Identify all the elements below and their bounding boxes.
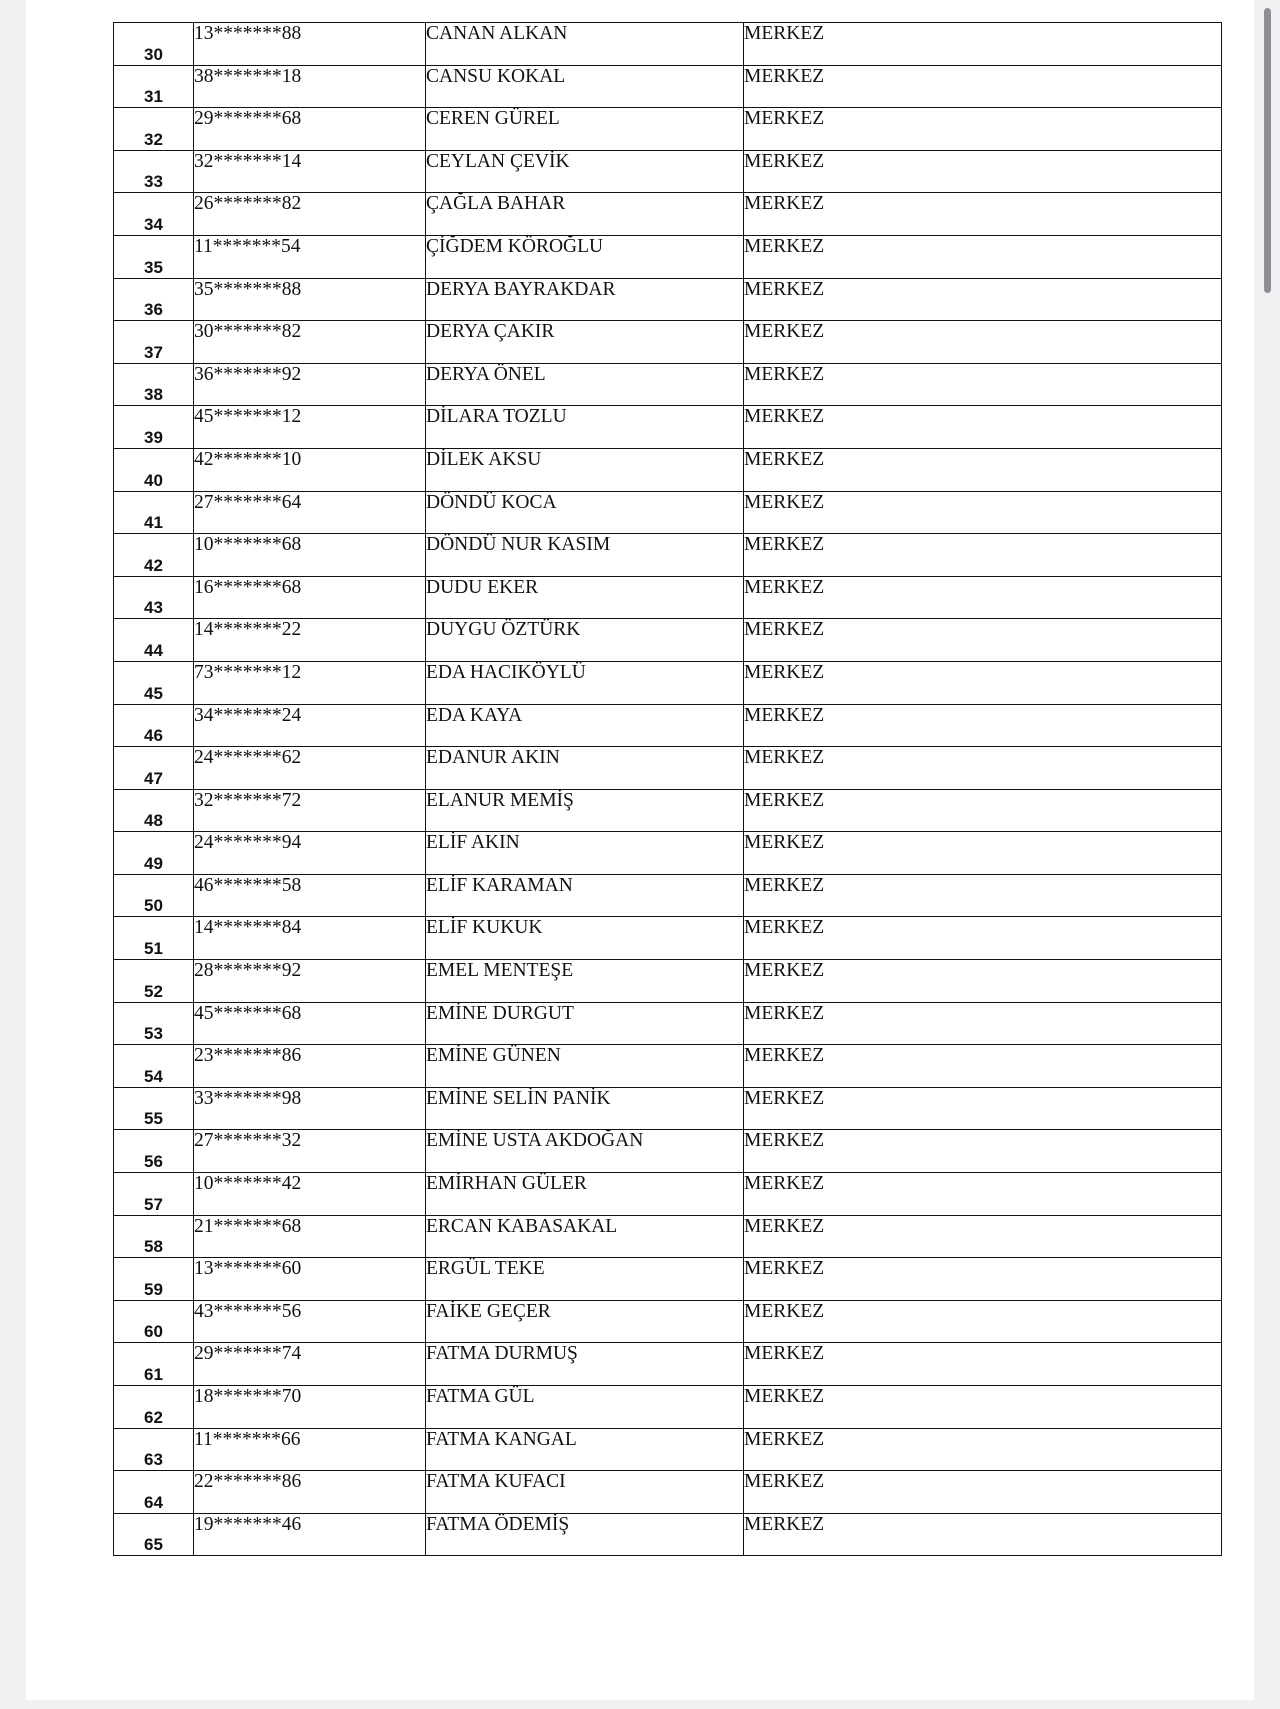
table-row [114, 108, 1222, 151]
id-number-cell: 14*******22 [194, 619, 426, 662]
id-number-cell: 43*******56 [194, 1300, 426, 1343]
id-number-cell: 32*******14 [194, 150, 426, 193]
table-row [114, 65, 1222, 108]
full-name-cell: CANAN ALKAN [426, 23, 744, 66]
table-row [114, 1087, 1222, 1130]
unit-cell: MERKEZ [744, 193, 1222, 236]
full-name-cell: DERYA ÇAKIR [426, 321, 744, 364]
unit-cell: MERKEZ [744, 23, 1222, 66]
id-number-cell: 29*******74 [194, 1343, 426, 1386]
unit-cell: MERKEZ [744, 874, 1222, 917]
table-row [114, 278, 1222, 321]
full-name-cell: ÇAĞLA BAHAR [426, 193, 744, 236]
row-number-cell: 38 [114, 363, 194, 406]
table-row [114, 789, 1222, 832]
id-number-cell: 73*******12 [194, 661, 426, 704]
row-number-cell: 64 [114, 1471, 194, 1514]
id-number-cell: 33*******98 [194, 1087, 426, 1130]
table-row [114, 235, 1222, 278]
roster-table-body [114, 23, 1222, 1556]
table-row [114, 1428, 1222, 1471]
unit-cell: MERKEZ [744, 1130, 1222, 1173]
full-name-cell: ELANUR MEMİŞ [426, 789, 744, 832]
table-row [114, 406, 1222, 449]
row-number-cell: 35 [114, 235, 194, 278]
unit-cell: MERKEZ [744, 406, 1222, 449]
id-number-cell: 27*******64 [194, 491, 426, 534]
row-number-cell: 32 [114, 108, 194, 151]
unit-cell: MERKEZ [744, 576, 1222, 619]
row-number-cell: 52 [114, 960, 194, 1003]
table-row [114, 832, 1222, 875]
full-name-cell: ELİF AKIN [426, 832, 744, 875]
unit-cell: MERKEZ [744, 747, 1222, 790]
full-name-cell: CEYLAN ÇEVİK [426, 150, 744, 193]
row-number-cell: 45 [114, 661, 194, 704]
full-name-cell: DERYA ÖNEL [426, 363, 744, 406]
unit-cell: MERKEZ [744, 278, 1222, 321]
id-number-cell: 21*******68 [194, 1215, 426, 1258]
document-page [26, 0, 1254, 1700]
id-number-cell: 24*******94 [194, 832, 426, 875]
unit-cell: MERKEZ [744, 917, 1222, 960]
table-row [114, 960, 1222, 1003]
full-name-cell: FATMA ÖDEMİŞ [426, 1513, 744, 1556]
row-number-cell: 33 [114, 150, 194, 193]
row-number-cell: 49 [114, 832, 194, 875]
row-number-cell: 65 [114, 1513, 194, 1556]
row-number-cell: 50 [114, 874, 194, 917]
unit-cell: MERKEZ [744, 363, 1222, 406]
full-name-cell: EMİRHAN GÜLER [426, 1173, 744, 1216]
id-number-cell: 14*******84 [194, 917, 426, 960]
table-row [114, 747, 1222, 790]
id-number-cell: 24*******62 [194, 747, 426, 790]
id-number-cell: 23*******86 [194, 1045, 426, 1088]
full-name-cell: FATMA GÜL [426, 1386, 744, 1429]
row-number-cell: 60 [114, 1300, 194, 1343]
full-name-cell: DUYGU ÖZTÜRK [426, 619, 744, 662]
unit-cell: MERKEZ [744, 1300, 1222, 1343]
id-number-cell: 11*******66 [194, 1428, 426, 1471]
unit-cell: MERKEZ [744, 150, 1222, 193]
table-row [114, 1386, 1222, 1429]
unit-cell: MERKEZ [744, 1173, 1222, 1216]
full-name-cell: CEREN GÜREL [426, 108, 744, 151]
unit-cell: MERKEZ [744, 1386, 1222, 1429]
table-row [114, 193, 1222, 236]
row-number-cell: 58 [114, 1215, 194, 1258]
id-number-cell: 36*******92 [194, 363, 426, 406]
table-row [114, 321, 1222, 364]
table-row [114, 704, 1222, 747]
table-row [114, 661, 1222, 704]
full-name-cell: EMİNE GÜNEN [426, 1045, 744, 1088]
row-number-cell: 63 [114, 1428, 194, 1471]
vertical-scrollbar[interactable] [1262, 0, 1272, 1709]
full-name-cell: FATMA DURMUŞ [426, 1343, 744, 1386]
id-number-cell: 27*******32 [194, 1130, 426, 1173]
row-number-cell: 41 [114, 491, 194, 534]
unit-cell: MERKEZ [744, 1343, 1222, 1386]
row-number-cell: 51 [114, 917, 194, 960]
row-number-cell: 53 [114, 1002, 194, 1045]
id-number-cell: 45*******68 [194, 1002, 426, 1045]
full-name-cell: DERYA BAYRAKDAR [426, 278, 744, 321]
id-number-cell: 45*******12 [194, 406, 426, 449]
id-number-cell: 11*******54 [194, 235, 426, 278]
unit-cell: MERKEZ [744, 534, 1222, 577]
id-number-cell: 16*******68 [194, 576, 426, 619]
table-row [114, 1173, 1222, 1216]
row-number-cell: 54 [114, 1045, 194, 1088]
table-row [114, 448, 1222, 491]
row-number-cell: 37 [114, 321, 194, 364]
row-number-cell: 59 [114, 1258, 194, 1301]
unit-cell: MERKEZ [744, 1045, 1222, 1088]
full-name-cell: ERCAN KABASAKAL [426, 1215, 744, 1258]
id-number-cell: 19*******46 [194, 1513, 426, 1556]
id-number-cell: 30*******82 [194, 321, 426, 364]
unit-cell: MERKEZ [744, 65, 1222, 108]
id-number-cell: 35*******88 [194, 278, 426, 321]
unit-cell: MERKEZ [744, 1215, 1222, 1258]
unit-cell: MERKEZ [744, 448, 1222, 491]
row-number-cell: 47 [114, 747, 194, 790]
table-row [114, 23, 1222, 66]
full-name-cell: DÖNDÜ NUR KASIM [426, 534, 744, 577]
id-number-cell: 13*******88 [194, 23, 426, 66]
full-name-cell: EMİNE USTA AKDOĞAN [426, 1130, 744, 1173]
unit-cell: MERKEZ [744, 1513, 1222, 1556]
id-number-cell: 38*******18 [194, 65, 426, 108]
id-number-cell: 26*******82 [194, 193, 426, 236]
row-number-cell: 30 [114, 23, 194, 66]
row-number-cell: 62 [114, 1386, 194, 1429]
unit-cell: MERKEZ [744, 491, 1222, 534]
table-row [114, 1300, 1222, 1343]
table-row [114, 1045, 1222, 1088]
roster-table [113, 22, 1222, 1556]
table-row [114, 619, 1222, 662]
full-name-cell: DÖNDÜ KOCA [426, 491, 744, 534]
unit-cell: MERKEZ [744, 789, 1222, 832]
full-name-cell: DUDU EKER [426, 576, 744, 619]
row-number-cell: 36 [114, 278, 194, 321]
full-name-cell: EMİNE DURGUT [426, 1002, 744, 1045]
row-number-cell: 55 [114, 1087, 194, 1130]
id-number-cell: 46*******58 [194, 874, 426, 917]
full-name-cell: ERGÜL TEKE [426, 1258, 744, 1301]
full-name-cell: FATMA KUFACI [426, 1471, 744, 1514]
unit-cell: MERKEZ [744, 1428, 1222, 1471]
unit-cell: MERKEZ [744, 619, 1222, 662]
full-name-cell: ELİF KUKUK [426, 917, 744, 960]
id-number-cell: 22*******86 [194, 1471, 426, 1514]
full-name-cell: DİLEK AKSU [426, 448, 744, 491]
table-row [114, 1343, 1222, 1386]
unit-cell: MERKEZ [744, 960, 1222, 1003]
full-name-cell: EDA KAYA [426, 704, 744, 747]
full-name-cell: DİLARA TOZLU [426, 406, 744, 449]
full-name-cell: EMEL MENTEŞE [426, 960, 744, 1003]
table-row [114, 917, 1222, 960]
unit-cell: MERKEZ [744, 1258, 1222, 1301]
table-row [114, 874, 1222, 917]
table-row [114, 1471, 1222, 1514]
unit-cell: MERKEZ [744, 704, 1222, 747]
row-number-cell: 48 [114, 789, 194, 832]
id-number-cell: 10*******68 [194, 534, 426, 577]
row-number-cell: 31 [114, 65, 194, 108]
full-name-cell: ELİF KARAMAN [426, 874, 744, 917]
table-row [114, 1130, 1222, 1173]
table-row [114, 150, 1222, 193]
full-name-cell: FAİKE GEÇER [426, 1300, 744, 1343]
table-row [114, 1002, 1222, 1045]
unit-cell: MERKEZ [744, 235, 1222, 278]
scrollbar-thumb[interactable] [1264, 8, 1271, 293]
table-row [114, 534, 1222, 577]
id-number-cell: 13*******60 [194, 1258, 426, 1301]
unit-cell: MERKEZ [744, 321, 1222, 364]
row-number-cell: 44 [114, 619, 194, 662]
row-number-cell: 46 [114, 704, 194, 747]
full-name-cell: ÇİĞDEM KÖROĞLU [426, 235, 744, 278]
full-name-cell: EMİNE SELİN PANİK [426, 1087, 744, 1130]
row-number-cell: 39 [114, 406, 194, 449]
row-number-cell: 61 [114, 1343, 194, 1386]
unit-cell: MERKEZ [744, 1002, 1222, 1045]
unit-cell: MERKEZ [744, 108, 1222, 151]
unit-cell: MERKEZ [744, 1087, 1222, 1130]
id-number-cell: 18*******70 [194, 1386, 426, 1429]
id-number-cell: 32*******72 [194, 789, 426, 832]
table-row [114, 1258, 1222, 1301]
row-number-cell: 34 [114, 193, 194, 236]
full-name-cell: EDANUR AKIN [426, 747, 744, 790]
unit-cell: MERKEZ [744, 832, 1222, 875]
full-name-cell: CANSU KOKAL [426, 65, 744, 108]
row-number-cell: 42 [114, 534, 194, 577]
id-number-cell: 42*******10 [194, 448, 426, 491]
id-number-cell: 28*******92 [194, 960, 426, 1003]
row-number-cell: 56 [114, 1130, 194, 1173]
row-number-cell: 40 [114, 448, 194, 491]
table-row [114, 363, 1222, 406]
table-row [114, 576, 1222, 619]
table-row [114, 1513, 1222, 1556]
unit-cell: MERKEZ [744, 661, 1222, 704]
id-number-cell: 34*******24 [194, 704, 426, 747]
unit-cell: MERKEZ [744, 1471, 1222, 1514]
row-number-cell: 57 [114, 1173, 194, 1216]
row-number-cell: 43 [114, 576, 194, 619]
table-row [114, 1215, 1222, 1258]
full-name-cell: EDA HACIKÖYLÜ [426, 661, 744, 704]
id-number-cell: 10*******42 [194, 1173, 426, 1216]
id-number-cell: 29*******68 [194, 108, 426, 151]
full-name-cell: FATMA KANGAL [426, 1428, 744, 1471]
table-row [114, 491, 1222, 534]
